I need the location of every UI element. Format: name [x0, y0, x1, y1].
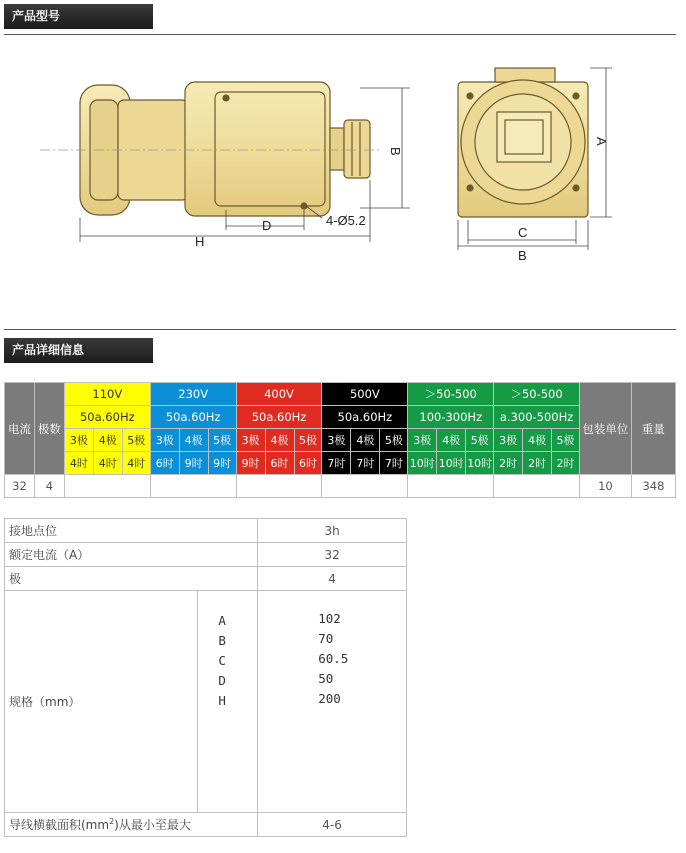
dim-label-C: C [518, 225, 528, 240]
pole-cell: 3极 [322, 429, 351, 452]
spec-letter: B [218, 633, 226, 648]
hour-cell: 9时 [179, 452, 208, 475]
freq-50-500-a: 100-300Hz [408, 406, 494, 429]
dim-label-B-side: B [388, 147, 403, 156]
col-current-header: 电流 [5, 383, 35, 475]
hour-cell: 9时 [236, 452, 265, 475]
detail-key: 规格（mm） [5, 591, 198, 813]
row-pack: 10 [579, 475, 631, 498]
spec-letter: A [218, 613, 226, 628]
dim-label-B-front: B [518, 248, 527, 263]
voltage-500v: 500V [322, 383, 408, 406]
section-header-detail: 产品详细信息 [4, 338, 153, 363]
freq-230v: 50a.60Hz [150, 406, 236, 429]
hour-cell: 4时 [64, 452, 93, 475]
detail-key: 极 [5, 567, 258, 591]
freq-110v: 50a.60Hz [64, 406, 150, 429]
hour-cell: 6时 [150, 452, 179, 475]
dim-label-H: H [195, 234, 205, 249]
pole-cell: 4极 [351, 429, 380, 452]
pole-cell: 4极 [179, 429, 208, 452]
spec-value: 60.5 [318, 651, 349, 666]
pole-cell: 5极 [122, 429, 150, 452]
spec-letter: D [218, 673, 226, 688]
pole-cell: 5极 [466, 429, 494, 452]
freq-500v: 50a.60Hz [322, 406, 408, 429]
detail-value: 32 [258, 543, 407, 567]
wire-key-suffix: )从最小至最大 [114, 818, 191, 832]
pole-cell: 3极 [236, 429, 265, 452]
detail-key: 接地点位 [5, 519, 258, 543]
side-view [80, 82, 370, 216]
voltage-50-500-a: ＞50-500 [408, 383, 494, 406]
table-row [5, 475, 676, 498]
spec-value: 70 [318, 631, 334, 646]
pole-cell: 5极 [552, 429, 580, 452]
hour-cell: 2时 [552, 452, 580, 475]
detail-key: 额定电流（A） [5, 543, 258, 567]
col-poles-header: 极数 [34, 383, 64, 475]
front-view [458, 68, 588, 217]
wire-key-prefix: 导线横截面积(mm [9, 818, 110, 832]
table-row [5, 519, 407, 543]
table-row [5, 567, 407, 591]
detail-value: 4 [258, 567, 407, 591]
pole-cell: 5极 [294, 429, 322, 452]
voltage-230v: 230V [150, 383, 236, 406]
pole-cell: 4极 [265, 429, 294, 452]
table-row [5, 543, 407, 567]
row-poles: 4 [34, 475, 64, 498]
section-header-model: 产品型号 [4, 4, 153, 29]
table-row [5, 591, 407, 813]
hour-cell: 4时 [93, 452, 122, 475]
detail-value: 4-6 [258, 813, 407, 837]
hour-cell: 10时 [437, 452, 466, 475]
spec-table [4, 382, 676, 498]
voltage-400v: 400V [236, 383, 322, 406]
voltage-50-500-b: ＞50-500 [494, 383, 580, 406]
pole-cell: 4极 [93, 429, 122, 452]
hour-cell: 10时 [408, 452, 437, 475]
pole-cell: 3极 [408, 429, 437, 452]
freq-50-500-b: a.300-500Hz [494, 406, 580, 429]
pole-cell: 4极 [523, 429, 552, 452]
wire-key-sup: 2 [109, 817, 115, 826]
product-drawing [0, 40, 686, 330]
spec-value: 50 [318, 671, 334, 686]
col-pack-header: 包装单位 [579, 383, 631, 475]
pole-cell: 3极 [64, 429, 93, 452]
col-weight-header: 重量 [631, 383, 675, 475]
hour-cell: 6时 [294, 452, 322, 475]
pole-cell: 5极 [208, 429, 236, 452]
pole-cell: 3极 [494, 429, 523, 452]
table-row [5, 813, 407, 837]
spec-letter: C [218, 653, 226, 668]
spec-letters [198, 591, 258, 813]
section-divider [4, 34, 676, 35]
pole-cell: 4极 [437, 429, 466, 452]
row-current: 32 [5, 475, 35, 498]
dim-label-holes: 4-Ø5.2 [326, 213, 366, 228]
hour-cell: 7时 [380, 452, 408, 475]
hour-cell: 4时 [122, 452, 150, 475]
pole-cell: 3极 [150, 429, 179, 452]
detail-value: 3h [258, 519, 407, 543]
row-weight: 348 [631, 475, 675, 498]
hour-cell: 10时 [466, 452, 494, 475]
voltage-110v: 110V [64, 383, 150, 406]
spec-letter: H [218, 693, 226, 708]
hour-cell: 7时 [351, 452, 380, 475]
dim-label-A: A [594, 137, 609, 146]
freq-400v: 50a.60Hz [236, 406, 322, 429]
spec-values [258, 591, 407, 813]
hour-cell: 6时 [265, 452, 294, 475]
detail-key [5, 813, 258, 837]
dim-label-D: D [262, 218, 272, 233]
pole-cell: 5极 [380, 429, 408, 452]
hour-cell: 2时 [523, 452, 552, 475]
hour-cell: 2时 [494, 452, 523, 475]
hour-cell: 7时 [322, 452, 351, 475]
detail-table [4, 518, 407, 837]
hour-cell: 9时 [208, 452, 236, 475]
section-divider [4, 329, 676, 330]
spec-value: 102 [318, 611, 341, 626]
spec-value: 200 [318, 691, 341, 706]
